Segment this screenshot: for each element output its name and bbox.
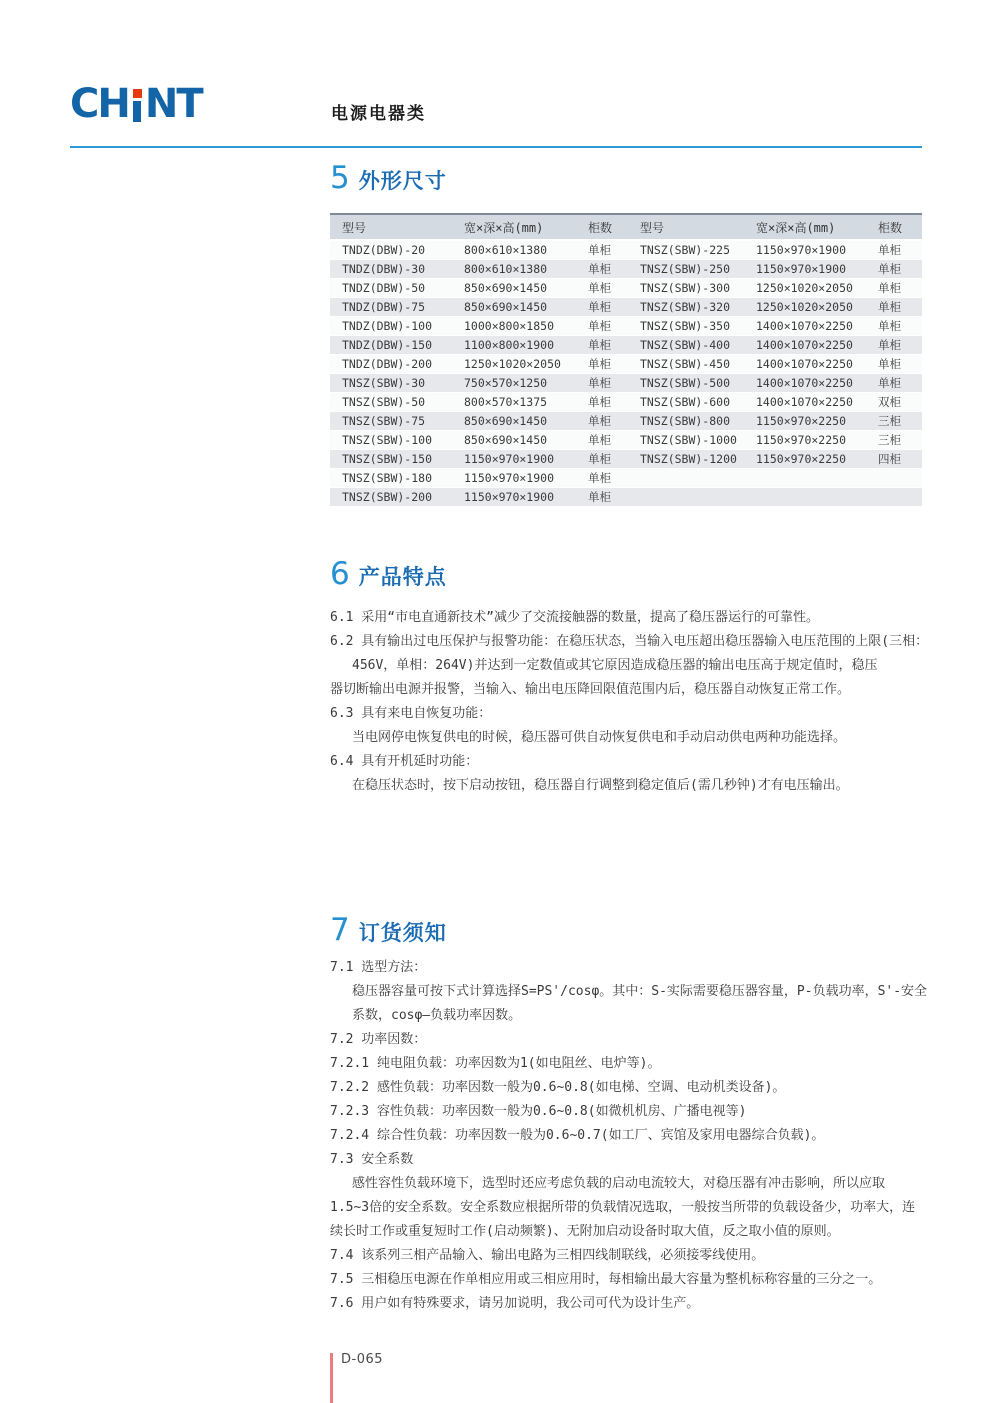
logo-text-right: NT (144, 81, 202, 127)
cabinet-count-cell: 三柜 (866, 411, 922, 430)
dimensions-cell: 1400×1070×2250 (744, 392, 866, 411)
model-cell: TNDZ(DBW)-20 (330, 240, 452, 259)
ordering-text-block (330, 956, 932, 1316)
cabinet-count-cell: 双柜 (866, 392, 922, 411)
model-cell: TNSZ(SBW)-800 (628, 411, 744, 430)
table-row (330, 354, 922, 373)
model-cell: TNSZ(SBW)-320 (628, 297, 744, 316)
table-row (330, 259, 922, 278)
column-header: 型号 (628, 214, 744, 240)
text-line: 7.2.3 容性负载：功率因数一般为0.6~0.8(如微机机房、广播电视等) (330, 1104, 747, 1119)
cabinet-count-cell: 单柜 (576, 278, 628, 297)
text-line: 6.3 具有来电自恢复功能： (330, 706, 492, 721)
cabinet-count-cell: 单柜 (576, 240, 628, 259)
table-row (330, 240, 922, 259)
model-cell: TNDZ(DBW)-200 (330, 354, 452, 373)
table-header-row (330, 214, 922, 240)
model-cell: TNSZ(SBW)-300 (628, 278, 744, 297)
dimensions-cell: 850×690×1450 (452, 430, 576, 449)
table-row (330, 468, 922, 487)
cabinet-count-cell: 单柜 (866, 297, 922, 316)
dimensions-table (330, 213, 922, 507)
cabinet-count-cell: 单柜 (576, 430, 628, 449)
text-line: 续长时工作或重复短时工作(启动频繁)、无附加启动设备时取大值，反之取小值的原则。 (330, 1224, 840, 1239)
column-header: 宽×深×高(mm) (452, 214, 576, 240)
dimensions-cell: 850×690×1450 (452, 411, 576, 430)
table-row (330, 449, 922, 468)
section-title: 外形尺寸 (358, 169, 447, 193)
section-heading-ordering (330, 912, 447, 948)
dimensions-cell: 850×690×1450 (452, 278, 576, 297)
dimensions-cell (744, 487, 866, 506)
dimensions-cell: 1150×970×1900 (452, 468, 576, 487)
text-line: 系数，cosφ—负载功率因数。 (352, 1008, 522, 1023)
model-cell: TNSZ(SBW)-75 (330, 411, 452, 430)
table-row (330, 278, 922, 297)
model-cell: TNSZ(SBW)-30 (330, 373, 452, 392)
model-cell: TNSZ(SBW)-150 (330, 449, 452, 468)
dimensions-cell: 1250×1020×2050 (452, 354, 576, 373)
text-line: 7.1 选型方法： (330, 960, 427, 975)
cabinet-count-cell: 单柜 (866, 278, 922, 297)
dimensions-cell: 1250×1020×2050 (744, 297, 866, 316)
cabinet-count-cell (866, 487, 922, 506)
text-line: 在稳压状态时，按下启动按钮，稳压器自行调整到稳定值后(需几秒钟)才有电压输出。 (352, 778, 849, 793)
features-text-block (330, 606, 932, 798)
text-line: 7.2.1 纯电阻负载：功率因数为1(如电阻丝、电炉等)。 (330, 1056, 661, 1071)
category-title: 电源电器类 (331, 104, 426, 124)
dimensions-table-body (330, 240, 922, 506)
cabinet-count-cell: 单柜 (576, 354, 628, 373)
text-line: 稳压器容量可按下式计算选择S=PS'/cosφ。其中：S-实际需要稳压器容量，P-负载功率，S'-安全 (352, 984, 928, 999)
cabinet-count-cell: 单柜 (576, 335, 628, 354)
cabinet-count-cell: 单柜 (576, 411, 628, 430)
column-header: 型号 (330, 214, 452, 240)
cabinet-count-cell: 单柜 (866, 259, 922, 278)
dimensions-cell (744, 468, 866, 487)
model-cell: TNDZ(DBW)-150 (330, 335, 452, 354)
text-line: 7.6 用户如有特殊要求，请另加说明，我公司可代为设计生产。 (330, 1296, 700, 1311)
model-cell: TNSZ(SBW)-350 (628, 316, 744, 335)
footer-accent-line (330, 1353, 333, 1403)
table-row (330, 411, 922, 430)
column-header: 柜数 (866, 214, 922, 240)
logo-i-icon (131, 86, 144, 122)
model-cell: TNSZ(SBW)-225 (628, 240, 744, 259)
model-cell: TNSZ(SBW)-600 (628, 392, 744, 411)
text-line: 6.4 具有开机延时功能： (330, 754, 479, 769)
logo-i-stem (133, 101, 141, 122)
cabinet-count-cell: 单柜 (866, 354, 922, 373)
model-cell: TNSZ(SBW)-250 (628, 259, 744, 278)
model-cell: TNDZ(DBW)-30 (330, 259, 452, 278)
model-cell: TNSZ(SBW)-500 (628, 373, 744, 392)
dimensions-cell: 1100×800×1900 (452, 335, 576, 354)
model-cell: TNSZ(SBW)-450 (628, 354, 744, 373)
model-cell: TNDZ(DBW)-75 (330, 297, 452, 316)
model-cell: TNSZ(SBW)-50 (330, 392, 452, 411)
text-line: 7.3 安全系数 (330, 1152, 414, 1167)
section-number: 7 (330, 912, 350, 948)
cabinet-count-cell: 单柜 (576, 449, 628, 468)
table-row (330, 297, 922, 316)
dimensions-cell: 1150×970×1900 (452, 449, 576, 468)
dimensions-cell: 1250×1020×2050 (744, 278, 866, 297)
dimensions-cell: 1150×970×2250 (744, 449, 866, 468)
section-title: 订货须知 (358, 921, 447, 945)
model-cell: TNSZ(SBW)-200 (330, 487, 452, 506)
cabinet-count-cell (866, 468, 922, 487)
text-line: 456V，单相：264V)并达到一定数值或其它原因造成稳压器的输出电压高于规定值时，稳压 (352, 658, 878, 673)
table-row (330, 335, 922, 354)
dimensions-cell: 850×690×1450 (452, 297, 576, 316)
dimensions-cell: 1150×970×2250 (744, 411, 866, 430)
dimensions-cell: 1150×970×2250 (744, 430, 866, 449)
cabinet-count-cell: 单柜 (576, 297, 628, 316)
dimensions-cell: 750×570×1250 (452, 373, 576, 392)
dimensions-cell: 1150×970×1900 (744, 259, 866, 278)
model-cell: TNSZ(SBW)-1200 (628, 449, 744, 468)
table-row (330, 430, 922, 449)
cabinet-count-cell: 单柜 (866, 316, 922, 335)
text-line: 器切断输出电源并报警，当输入、输出电压降回限值范围内后，稳压器自动恢复正常工作。 (330, 682, 851, 697)
model-cell: TNDZ(DBW)-50 (330, 278, 452, 297)
column-header: 柜数 (576, 214, 628, 240)
model-cell: TNSZ(SBW)-100 (330, 430, 452, 449)
cabinet-count-cell: 三柜 (866, 430, 922, 449)
cabinet-count-cell: 单柜 (866, 373, 922, 392)
dimensions-cell: 1000×800×1850 (452, 316, 576, 335)
header-divider (70, 146, 922, 148)
logo-red-dot-icon (133, 89, 142, 98)
chint-logo (70, 81, 202, 127)
column-header: 宽×深×高(mm) (744, 214, 866, 240)
section-number: 5 (330, 160, 350, 196)
cabinet-count-cell: 单柜 (576, 487, 628, 506)
dimensions-cell: 800×610×1380 (452, 259, 576, 278)
table-row (330, 487, 922, 506)
model-cell (628, 468, 744, 487)
cabinet-count-cell: 单柜 (866, 240, 922, 259)
section-title: 产品特点 (358, 565, 447, 589)
cabinet-count-cell: 四柜 (866, 449, 922, 468)
cabinet-count-cell: 单柜 (576, 392, 628, 411)
table-row (330, 392, 922, 411)
cabinet-count-cell: 单柜 (576, 468, 628, 487)
text-line: 当电网停电恢复供电的时候，稳压器可供自动恢复供电和手动启动供电两种功能选择。 (352, 730, 847, 745)
dimensions-cell: 1150×970×1900 (744, 240, 866, 259)
model-cell (628, 487, 744, 506)
dimensions-cell: 800×610×1380 (452, 240, 576, 259)
table-row (330, 316, 922, 335)
cabinet-count-cell: 单柜 (576, 259, 628, 278)
table-row (330, 373, 922, 392)
cabinet-count-cell: 单柜 (576, 316, 628, 335)
dimensions-table-head (330, 214, 922, 240)
dimensions-cell: 1400×1070×2250 (744, 373, 866, 392)
dimensions-cell: 1400×1070×2250 (744, 335, 866, 354)
model-cell: TNDZ(DBW)-100 (330, 316, 452, 335)
cabinet-count-cell: 单柜 (866, 335, 922, 354)
page-number: D-065 (341, 1352, 384, 1367)
section-heading-features (330, 556, 447, 592)
section-heading-dimensions (330, 160, 447, 196)
section-number: 6 (330, 556, 350, 592)
text-line: 7.4 该系列三相产品输入、输出电路为三相四线制联线，必须接零线使用。 (330, 1248, 765, 1263)
text-line: 7.2.4 综合性负载：功率因数一般为0.6~0.7(如工厂、宾馆及家用电器综合负载)。 (330, 1128, 825, 1143)
text-line: 7.2 功率因数： (330, 1032, 427, 1047)
text-line: 感性容性负载环境下，选型时还应考虑负载的启动电流较大，对稳压器有冲击影响，所以应取 (352, 1176, 886, 1191)
model-cell: TNSZ(SBW)-400 (628, 335, 744, 354)
logo-text-left: CH (70, 81, 129, 127)
dimensions-cell: 1400×1070×2250 (744, 354, 866, 373)
cabinet-count-cell: 单柜 (576, 373, 628, 392)
text-line: 7.5 三相稳压电源在作单相应用或三相应用时，每相输出最大容量为整机标称容量的三分之一。 (330, 1272, 882, 1287)
text-line: 6.1 采用“市电直通新技术”减少了交流接触器的数量，提高了稳压器运行的可靠性。 (330, 610, 819, 625)
dimensions-cell: 1400×1070×2250 (744, 316, 866, 335)
model-cell: TNSZ(SBW)-180 (330, 468, 452, 487)
dimensions-cell: 800×570×1375 (452, 392, 576, 411)
text-line: 7.2.2 感性负载：功率因数一般为0.6~0.8(如电梯、空调、电动机类设备)。 (330, 1080, 786, 1095)
text-line: 1.5~3倍的安全系数。安全系数应根据所带的负载情况选取，一般按当所带的负载设备少，功率大，连 (330, 1200, 916, 1215)
model-cell: TNSZ(SBW)-1000 (628, 430, 744, 449)
text-line: 6.2 具有输出过电压保护与报警功能：在稳压状态，当输入电压超出稳压器输入电压范围的上限(三相： (330, 634, 929, 649)
dimensions-cell: 1150×970×1900 (452, 487, 576, 506)
